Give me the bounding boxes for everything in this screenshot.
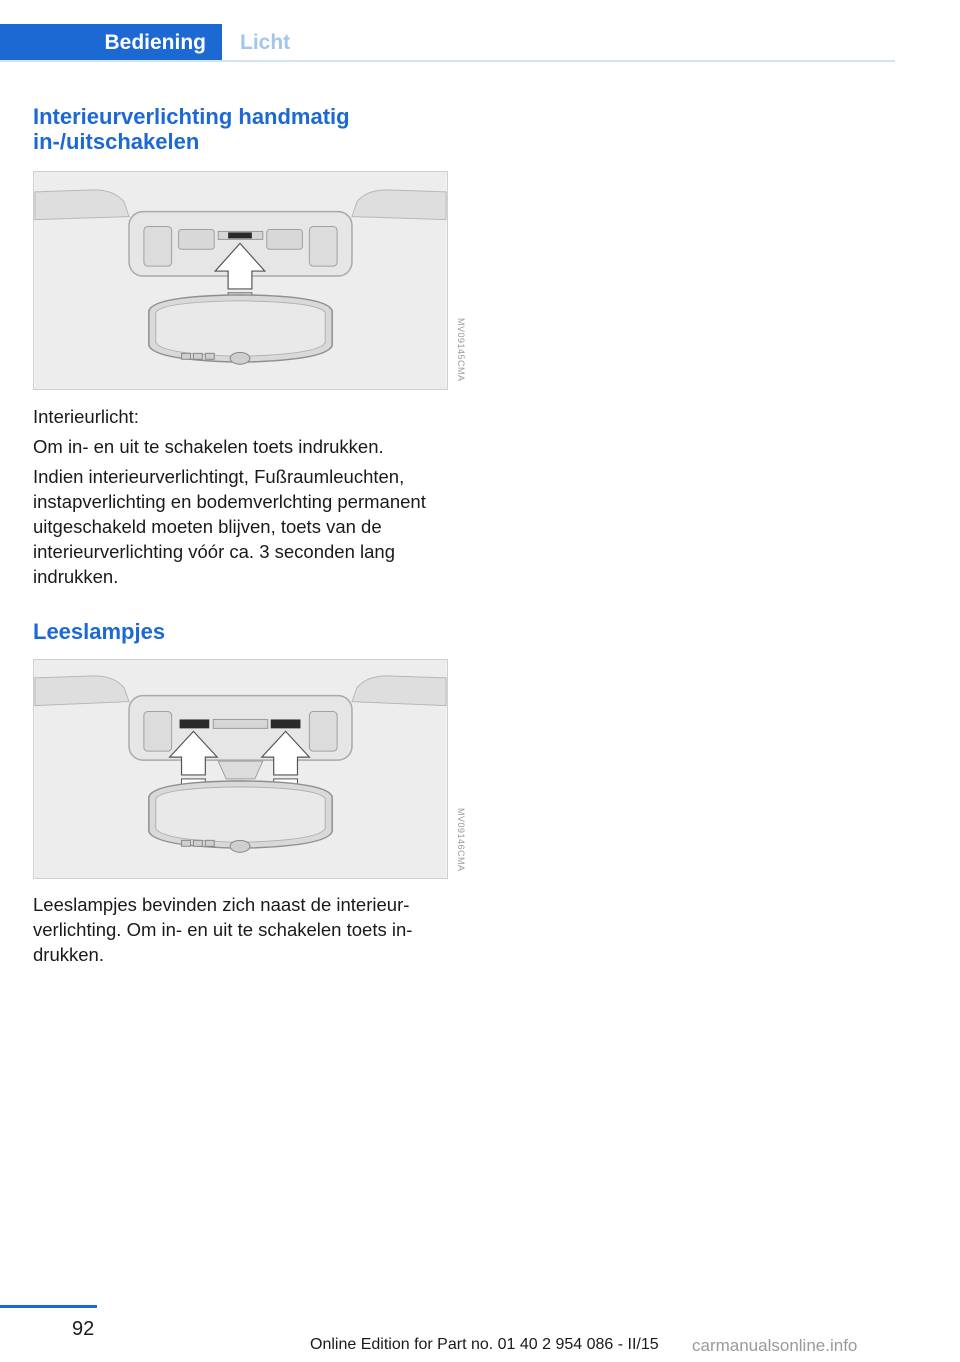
footer-rule bbox=[0, 1305, 97, 1308]
overhead-console-illustration-1 bbox=[34, 172, 447, 389]
paragraph-permanent-off: Indien interieurverlichtingt, Fußraumleuchten, instapverlichting en bodemverlchting permanent uitgeschakeld moeten blijven, toets van de interieurverlichting vóór ca. 3 seconden lang indrukken. bbox=[33, 466, 426, 587]
figure-interior-light-button bbox=[33, 171, 448, 390]
edition-info: Online Edition for Part no. 01 40 2 954 086 - II/15 bbox=[310, 1336, 659, 1353]
watermark: carmanualsonline.info bbox=[692, 1336, 858, 1355]
paragraph-reading-lamps: Leeslampjes bevinden zich naast de interieurverlichting. Om in- en uit te schakelen toets indrukken. bbox=[33, 894, 413, 965]
page-header bbox=[0, 24, 895, 62]
figure-code-2: MV09146CMA bbox=[456, 808, 466, 872]
section-tab-bediening[interactable]: Bediening bbox=[0, 24, 222, 62]
heading-reading-lamps: Leeslampjes bbox=[33, 619, 166, 644]
header-rule bbox=[0, 60, 895, 62]
section-tab-licht[interactable]: Licht bbox=[240, 31, 291, 54]
figure-reading-lamp-buttons bbox=[33, 659, 448, 879]
paragraph-interior-light-label: Interieurlicht: bbox=[33, 406, 139, 427]
figure-code-1: MV09145CMA bbox=[456, 318, 466, 382]
paragraph-press-button: Om in- en uit te schakelen toets indrukken. bbox=[33, 436, 384, 457]
heading-interior-lighting: Interieurverlichting handmatig in-/uitschakelen bbox=[33, 104, 350, 154]
overhead-console-illustration-2 bbox=[34, 660, 447, 878]
page-number: 92 bbox=[72, 1318, 95, 1340]
